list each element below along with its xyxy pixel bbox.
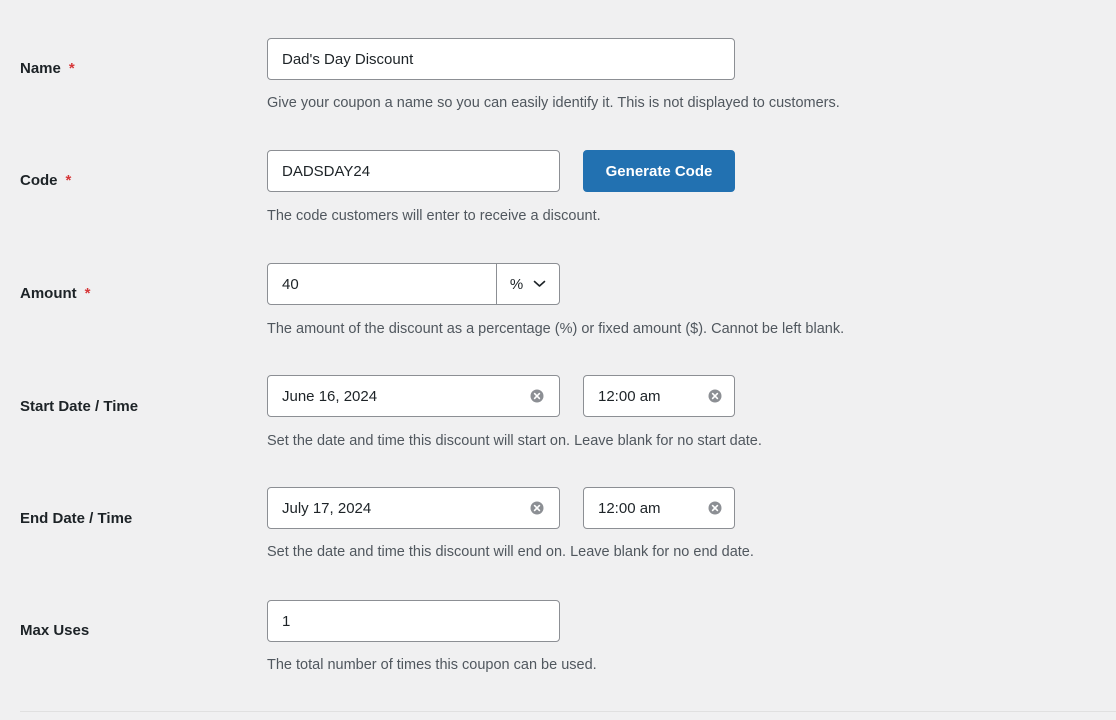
start-time-field-wrap [583, 375, 735, 417]
name-input[interactable] [268, 39, 734, 79]
start-description: Set the date and time this discount will start on. Leave blank for no start date. [267, 433, 762, 449]
end-time-field-wrap [583, 487, 735, 529]
end-description: Set the date and time this discount will end on. Leave blank for no end date. [267, 544, 754, 560]
name-label: Name * [20, 60, 75, 77]
max-uses-description: The total number of times this coupon can be used. [267, 657, 597, 673]
code-input[interactable] [268, 151, 559, 191]
name-description: Give your coupon a name so you can easily identify it. This is not displayed to customers. [267, 95, 840, 111]
amount-type-value: % [509, 275, 524, 293]
end-label: End Date / Time [20, 510, 133, 527]
max-uses-field-wrap [267, 600, 560, 642]
start-time-input[interactable] [584, 376, 699, 416]
chevron-down-icon [533, 280, 546, 288]
max-uses-input[interactable] [268, 601, 559, 641]
required-mark: * [68, 60, 75, 77]
start-date-input[interactable] [268, 376, 518, 416]
amount-field-wrap [267, 263, 560, 305]
end-date-field-wrap [267, 487, 560, 529]
required-mark: * [84, 285, 91, 302]
start-date-field-wrap [267, 375, 560, 417]
amount-label: Amount * [20, 285, 91, 302]
section-divider [20, 711, 1116, 712]
name-field-wrap [267, 38, 735, 80]
code-field-wrap [267, 150, 560, 192]
clear-end-time-icon[interactable] [708, 501, 722, 515]
code-description: The code customers will enter to receive a discount. [267, 208, 601, 224]
amount-input[interactable] [268, 264, 494, 304]
amount-type-select[interactable] [496, 264, 559, 304]
clear-end-date-icon[interactable] [530, 501, 544, 515]
code-label: Code * [20, 172, 72, 189]
generate-code-button[interactable]: Generate Code [583, 150, 735, 192]
required-mark: * [65, 172, 72, 189]
clear-start-time-icon[interactable] [708, 389, 722, 403]
amount-description: The amount of the discount as a percentage (%) or fixed amount ($). Cannot be left blank. [267, 321, 845, 337]
end-date-input[interactable] [268, 488, 518, 528]
max-uses-label: Max Uses [20, 622, 90, 639]
clear-start-date-icon[interactable] [530, 389, 544, 403]
end-time-input[interactable] [584, 488, 699, 528]
start-label: Start Date / Time [20, 398, 139, 415]
